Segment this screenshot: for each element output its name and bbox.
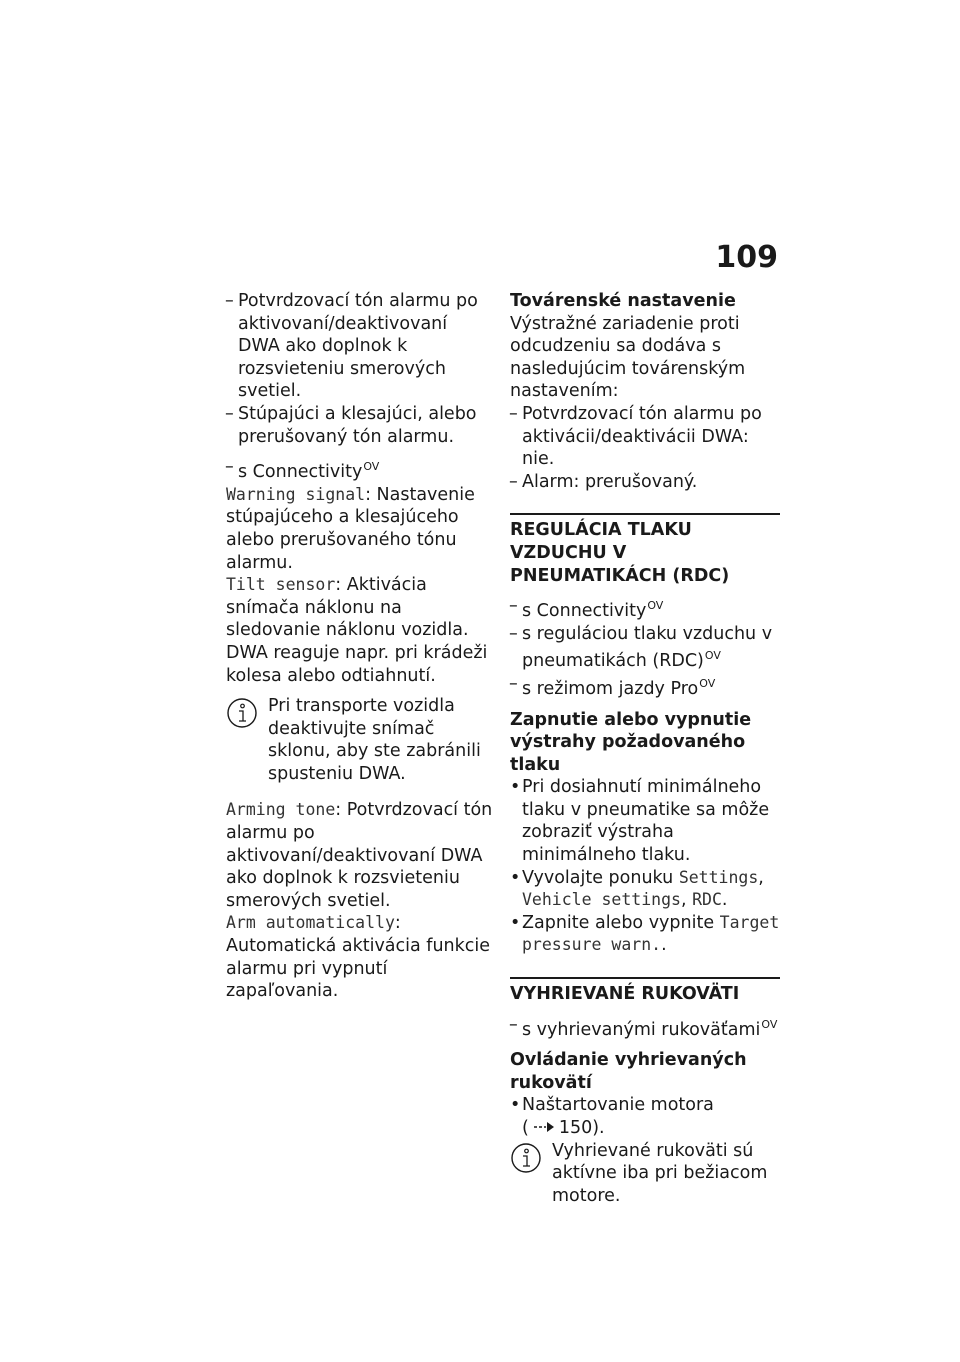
left-column xyxy=(226,290,494,1003)
option-superscript: OV xyxy=(647,599,664,613)
prereq-text: s Connectivity xyxy=(522,601,647,622)
arm-automatically-paragraph xyxy=(226,912,494,1002)
menu-term: Arm automatically xyxy=(226,913,395,933)
factory-heading: Továrenské nastavenie xyxy=(510,291,736,311)
right-column xyxy=(510,290,780,1207)
list-item-text: Naštartovanie motora xyxy=(522,1095,714,1116)
arming-tone-paragraph xyxy=(226,799,494,912)
punctuation: , xyxy=(680,890,693,911)
punctuation: , xyxy=(758,867,764,888)
list-item xyxy=(510,403,780,471)
info-note-text: Vyhrievané rukoväti sú aktívne iba pri bežiacom motore. xyxy=(552,1140,768,1206)
connectivity-prereq xyxy=(226,456,494,484)
list-item-text: Potvrdzovací tón alarmu po aktivácii/deaktivácii DWA: nie. xyxy=(522,403,762,470)
paragraph-text: : Potvrdzovací tón alarmu po aktivovaní/deaktivovaní DWA ako doplnok k rozsvieteniu smerových svetiel. xyxy=(226,800,493,911)
prereq-item xyxy=(510,623,780,673)
punctuation: . xyxy=(721,890,728,911)
tilt-sensor-paragraph xyxy=(226,574,494,687)
list-item-text: Potvrdzovací tón alarmu po aktivovaní/deaktivovaní DWA ako doplnok k rozsvieteniu smerových svetiel. xyxy=(238,291,478,402)
warning-signal-paragraph xyxy=(226,484,494,574)
paragraph-text: : Automatická aktivácia funkcie alarmu pri vypnutí zapaľovania. xyxy=(226,913,491,1002)
menu-term: Warning signal xyxy=(226,484,366,504)
list-item-text: Stúpajúci a klesajúci, alebo prerušovaný tón alarmu. xyxy=(238,403,477,447)
punctuation: . xyxy=(661,935,667,956)
prereq-item xyxy=(510,673,780,701)
info-note xyxy=(510,1140,780,1208)
section-divider xyxy=(510,977,780,1006)
menu-term: Arming tone xyxy=(226,800,336,820)
option-superscript: OV xyxy=(363,460,380,474)
menu-term: Tilt sensor xyxy=(226,575,336,595)
page-reference[interactable]: ( 150). xyxy=(522,1118,605,1138)
rdc-section-heading: REGULÁCIA TLAKU VZDUCHU V PNEUMATIKÁCH (RDC) xyxy=(510,520,730,586)
option-superscript: OV xyxy=(704,649,721,663)
prereq-text: s reguláciou tlaku vzduchu v pneumatikách (RDC) xyxy=(522,623,773,672)
section-divider xyxy=(510,513,780,587)
list-item xyxy=(226,403,494,448)
warning-heading: Zapnutie alebo vypnutie výstrahy požadovaného tlaku xyxy=(510,709,752,775)
info-icon xyxy=(226,697,258,729)
list-item xyxy=(510,1094,780,1139)
option-superscript: OV xyxy=(761,1017,778,1031)
menu-term: RDC xyxy=(692,890,722,910)
paragraph-text: : Nastavenie stúpajúceho a klesajúceho alebo prerušovaného tónu alarmu. xyxy=(226,484,475,573)
list-item xyxy=(510,867,780,912)
prereq-item xyxy=(510,595,780,623)
list-item-text: Zapnite alebo vypnite xyxy=(522,912,720,933)
info-note xyxy=(226,695,494,785)
paragraph-text: : Aktivácia snímača náklonu na sledovanie náklonu vozidla. DWA reaguje napr. pri krádeži kolesa alebo odtiahnutí. xyxy=(226,575,488,686)
menu-term: Vehicle settings xyxy=(522,890,681,910)
list-item-text: Alarm: prerušovaný. xyxy=(522,471,698,492)
menu-term: Target pressure warn. xyxy=(522,912,780,955)
info-note-text: Pri transporte vozidla deaktivujte snímač sklonu, aby ste zabránili spusteniu DWA. xyxy=(268,696,481,784)
list-item xyxy=(226,290,494,403)
list-item xyxy=(510,471,780,494)
list-item-text: Pri dosiahnutí minimálneho tlaku v pneumatike sa môže zobraziť výstraha minimálneho tlaku. xyxy=(522,777,770,866)
prereq-item xyxy=(510,1014,780,1042)
option-superscript: OV xyxy=(699,676,716,690)
factory-text: Výstražné zariadenie proti odcudzeniu sa dodáva s nasledujúcim továrenským nastavením: xyxy=(510,313,746,402)
list-item xyxy=(510,912,780,957)
info-icon xyxy=(510,1142,542,1174)
page-number: 109 xyxy=(715,240,778,275)
connectivity-label: s Connectivity xyxy=(238,462,363,483)
list-item-text: Vyvolajte ponuku xyxy=(522,867,679,888)
grips-section-heading: VYHRIEVANÉ RUKOVÄTI xyxy=(510,984,740,1005)
arrow-right-icon xyxy=(533,1121,555,1133)
page-ref-number: 150). xyxy=(558,1118,605,1138)
prereq-text: s vyhrievanými rukoväťami xyxy=(522,1019,761,1040)
prereq-text: s režimom jazdy Pro xyxy=(522,678,699,699)
menu-term: Settings xyxy=(678,867,759,887)
grips-control-heading: Ovládanie vyhrievaných rukovätí xyxy=(510,1050,747,1093)
list-item xyxy=(510,776,780,866)
